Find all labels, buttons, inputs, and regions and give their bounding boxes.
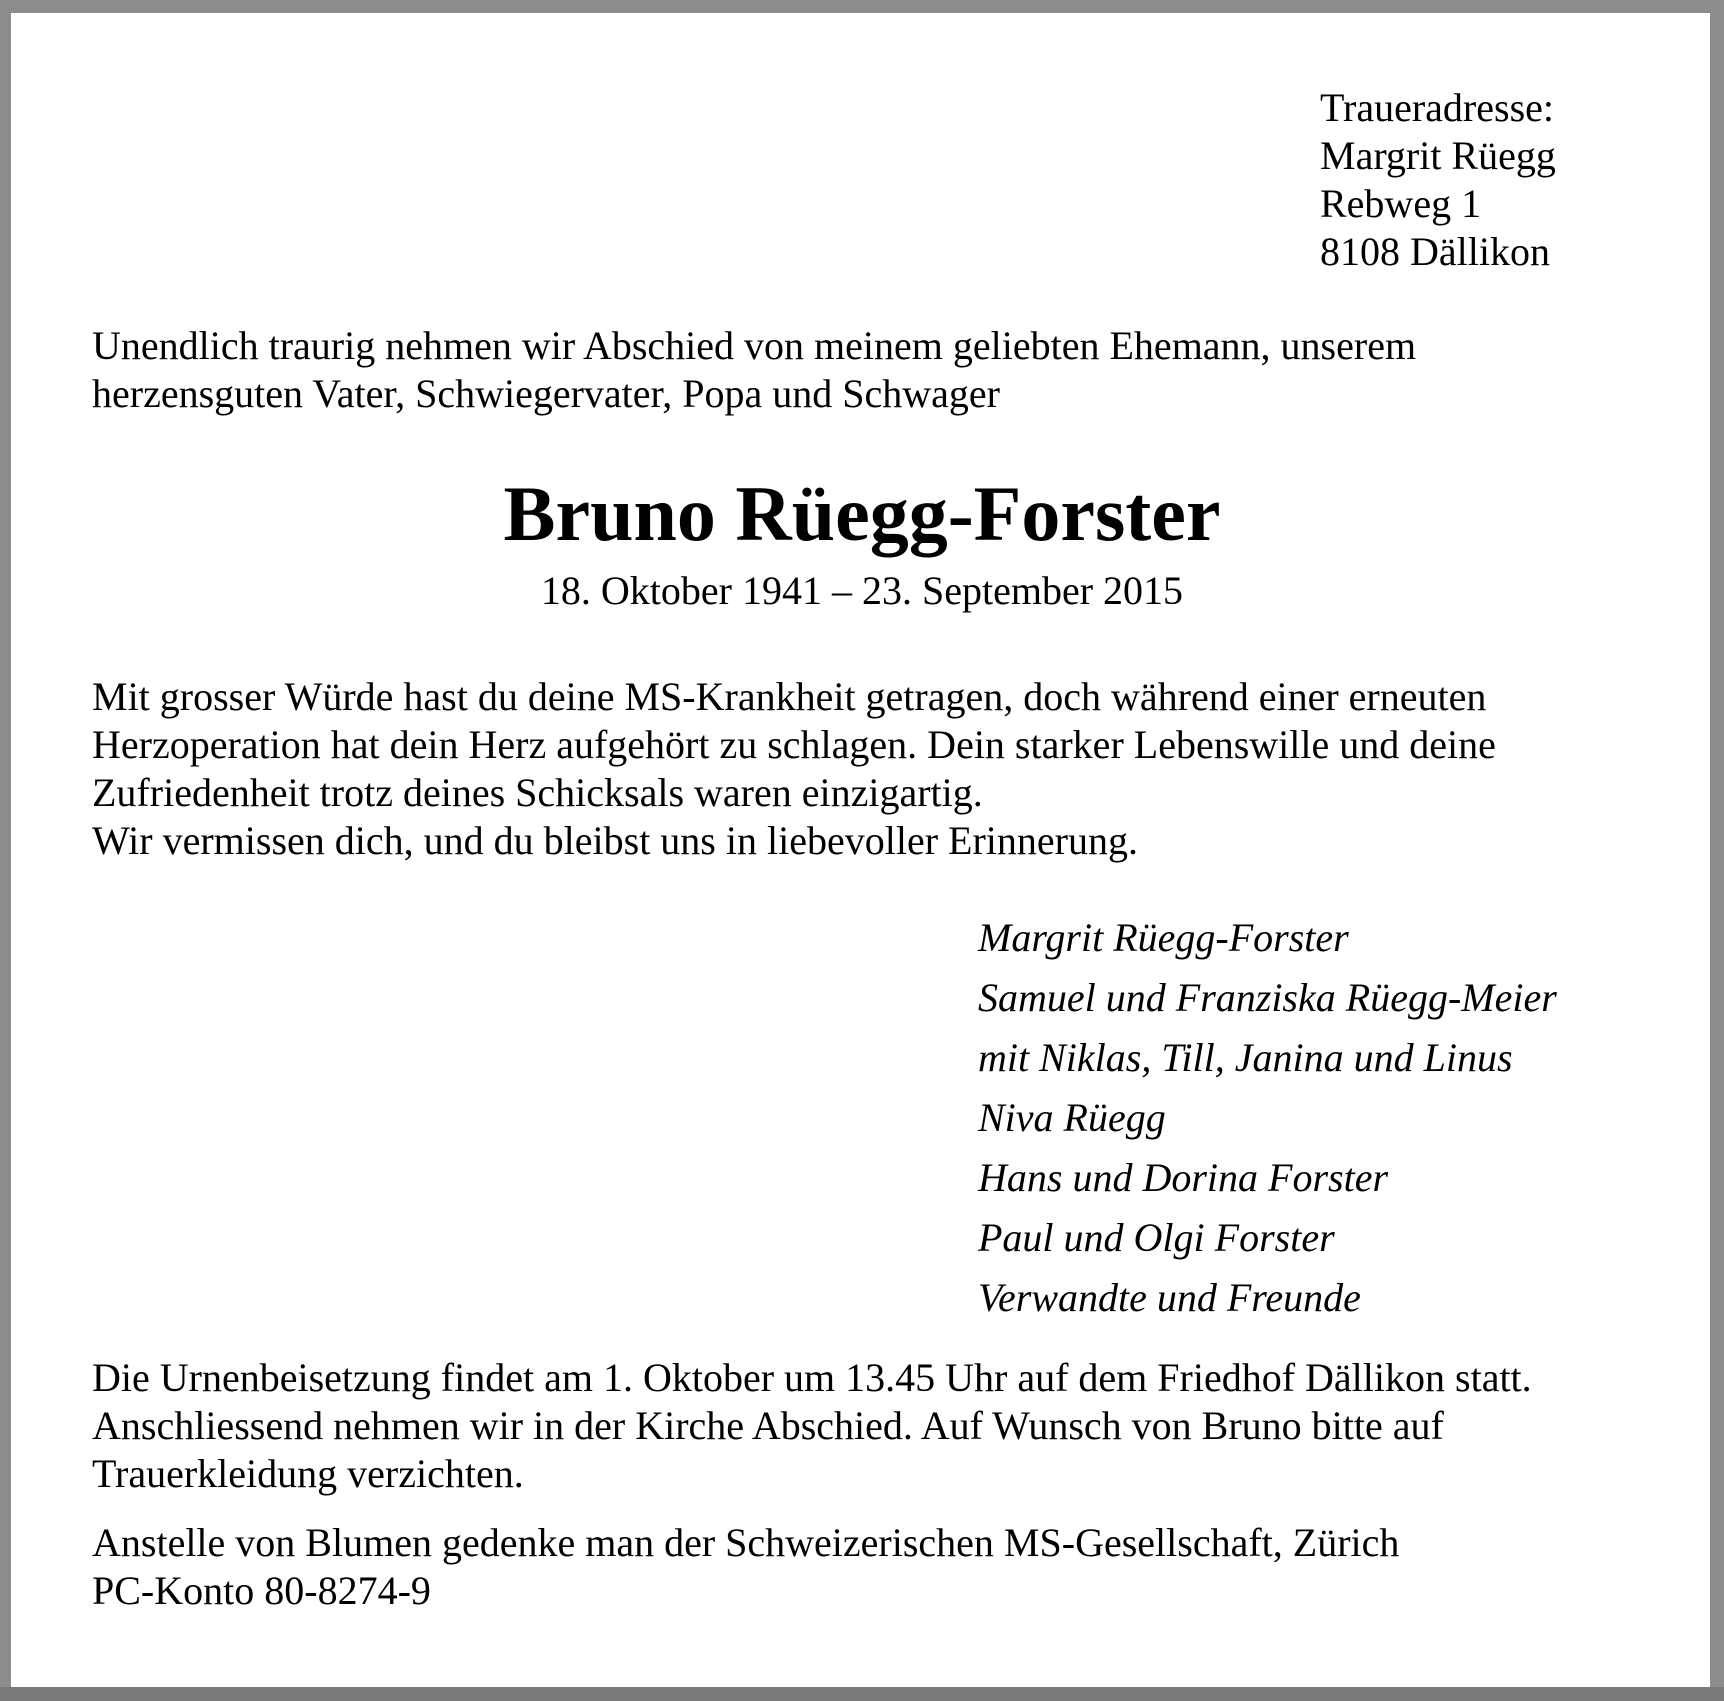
intro-line: Unendlich traurig nehmen wir Abschied von meinem geliebten Ehemann, unserem	[92, 323, 1417, 368]
mourner-entry: Margrit Rüegg-Forster	[978, 915, 1349, 960]
mourner-entry: Paul und Olgi Forster	[978, 1215, 1335, 1260]
donation-info	[92, 1519, 1399, 1615]
message-line: Mit grosser Würde hast du deine MS-Krankheit getragen, doch während einer erneuten	[92, 674, 1487, 719]
funeral-line: Die Urnenbeisetzung findet am 1. Oktober um 13.45 Uhr auf dem Friedhof Dällikon statt.	[92, 1355, 1532, 1400]
funeral-line: Anschliessend nehmen wir in der Kirche Abschied. Auf Wunsch von Bruno bitte auf	[92, 1403, 1444, 1448]
mourner-entry: Hans und Dorina Forster	[978, 1155, 1389, 1200]
memorial-message	[92, 673, 1496, 865]
mourner-entry: mit Niklas, Till, Janina und Linus	[978, 1035, 1513, 1080]
message-line: Herzoperation hat dein Herz aufgehört zu schlagen. Dein starker Lebenswille und deine	[92, 722, 1496, 767]
page-bottom-edge	[0, 1687, 1724, 1701]
life-dates: 18. Oktober 1941 – 23. September 2015	[540, 568, 1184, 613]
donation-account: PC-Konto 80-8274-9	[92, 1568, 431, 1613]
donation-line: Anstelle von Blumen gedenke man der Schweizerischen MS-Gesellschaft, Zürich	[92, 1520, 1400, 1565]
mourning-address	[1320, 84, 1556, 276]
address-street: Rebweg 1	[1320, 181, 1482, 226]
address-label: Traueradresse:	[1320, 85, 1555, 130]
intro-line: herzensguten Vater, Schwiegervater, Popa und Schwager	[92, 371, 1000, 416]
mourner-entry: Niva Rüegg	[978, 1095, 1166, 1140]
address-name: Margrit Rüegg	[1320, 133, 1556, 178]
message-line: Wir vermissen dich, und du bleibst uns in liebevoller Erinnerung.	[92, 818, 1138, 863]
deceased-name: Bruno Rüegg-Forster	[503, 470, 1221, 557]
mourners-list	[978, 908, 1557, 1328]
funeral-line: Trauerkleidung verzichten.	[92, 1451, 524, 1496]
intro-text	[92, 322, 1416, 418]
message-line: Zufriedenheit trotz deines Schicksals waren einzigartig.	[92, 770, 983, 815]
funeral-info	[92, 1354, 1532, 1498]
address-city: 8108 Dällikon	[1320, 229, 1550, 274]
mourner-entry: Verwandte und Freunde	[978, 1275, 1361, 1320]
mourner-entry: Samuel und Franziska Rüegg-Meier	[978, 975, 1557, 1020]
